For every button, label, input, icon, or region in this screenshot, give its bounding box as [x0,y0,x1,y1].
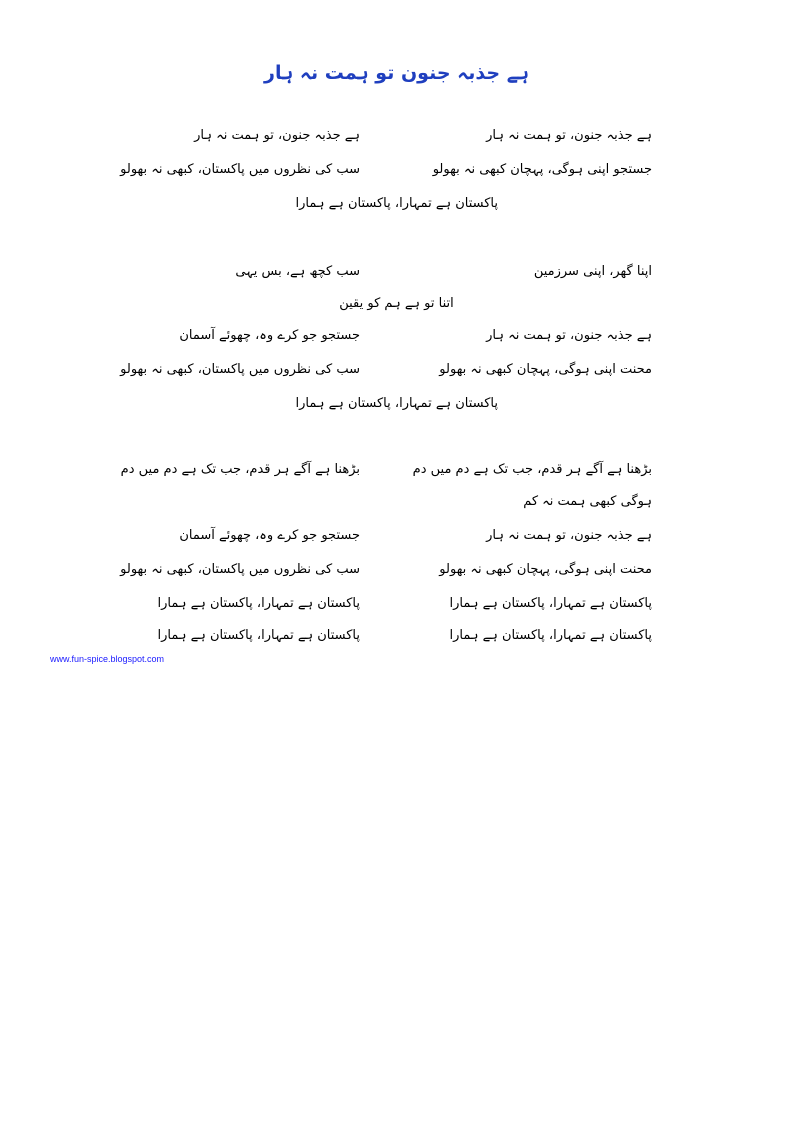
verse2-line1-left: سب کچھ ہے، بس یہی [235,264,360,279]
verse3-line5-right: پاکستان ہے تمہارا، پاکستان ہے ہمارا [449,596,652,611]
verse3-line5-left: پاکستان ہے تمہارا، پاکستان ہے ہمارا [157,596,360,611]
verse2-line2: اتنا تو ہے ہم کو یقین [339,296,454,311]
verse1-line1-right: ہے جذبہ جنون، تو ہمت نہ ہار [486,128,652,143]
verse2-line5: پاکستان ہے تمہارا، پاکستان ہے ہمارا [295,396,498,411]
verse1-line2-left: سب کی نظروں میں پاکستان، کبھی نہ بھولو [120,162,360,177]
verse3-line3-left: جستجو جو کرے وہ، چھوئے آسمان [179,528,360,543]
page-title: ہے جذبہ جنون تو ہمت نہ ہار [264,62,529,84]
verse3-line4-right: محنت اپنی ہوگی، پہچان کبھی نہ بھولو [439,562,652,577]
verse1-line3: پاکستان ہے تمہارا، پاکستان ہے ہمارا [295,196,498,211]
verse2-line3-right: ہے جذبہ جنون، تو ہمت نہ ہار [486,328,652,343]
verse1-line1-left: ہے جذبہ جنون، تو ہمت نہ ہار [194,128,360,143]
verse3-line4-left: سب کی نظروں میں پاکستان، کبھی نہ بھولو [120,562,360,577]
verse3-line3-right: ہے جذبہ جنون، تو ہمت نہ ہار [486,528,652,543]
verse2-line3-left: جستجو جو کرے وہ، چھوئے آسمان [179,328,360,343]
verse3-line6-right: پاکستان ہے تمہارا، پاکستان ہے ہمارا [449,628,652,643]
verse2-line4-right: محنت اپنی ہوگی، پہچان کبھی نہ بھولو [439,362,652,377]
verse2-line4-left: سب کی نظروں میں پاکستان، کبھی نہ بھولو [120,362,360,377]
footer-url[interactable]: www.fun-spice.blogspot.com [50,654,165,664]
verse3-line1-right: بڑھنا ہے آگے ہر قدم، جب تک ہے دم میں دم [412,462,652,477]
verse3-line2: ہوگی کبھی ہمت نہ کم [523,494,652,509]
verse2-line1-right: اپنا گھر، اپنی سرزمین [533,264,652,279]
verse3-line6-left: پاکستان ہے تمہارا، پاکستان ہے ہمارا [157,628,360,643]
verse3-line1-left: بڑھنا ہے آگے ہر قدم، جب تک ہے دم میں دم [120,462,360,477]
verse1-line2-right: جستجو اپنی ہوگی، پہچان کبھی نہ بھولو [432,162,652,177]
